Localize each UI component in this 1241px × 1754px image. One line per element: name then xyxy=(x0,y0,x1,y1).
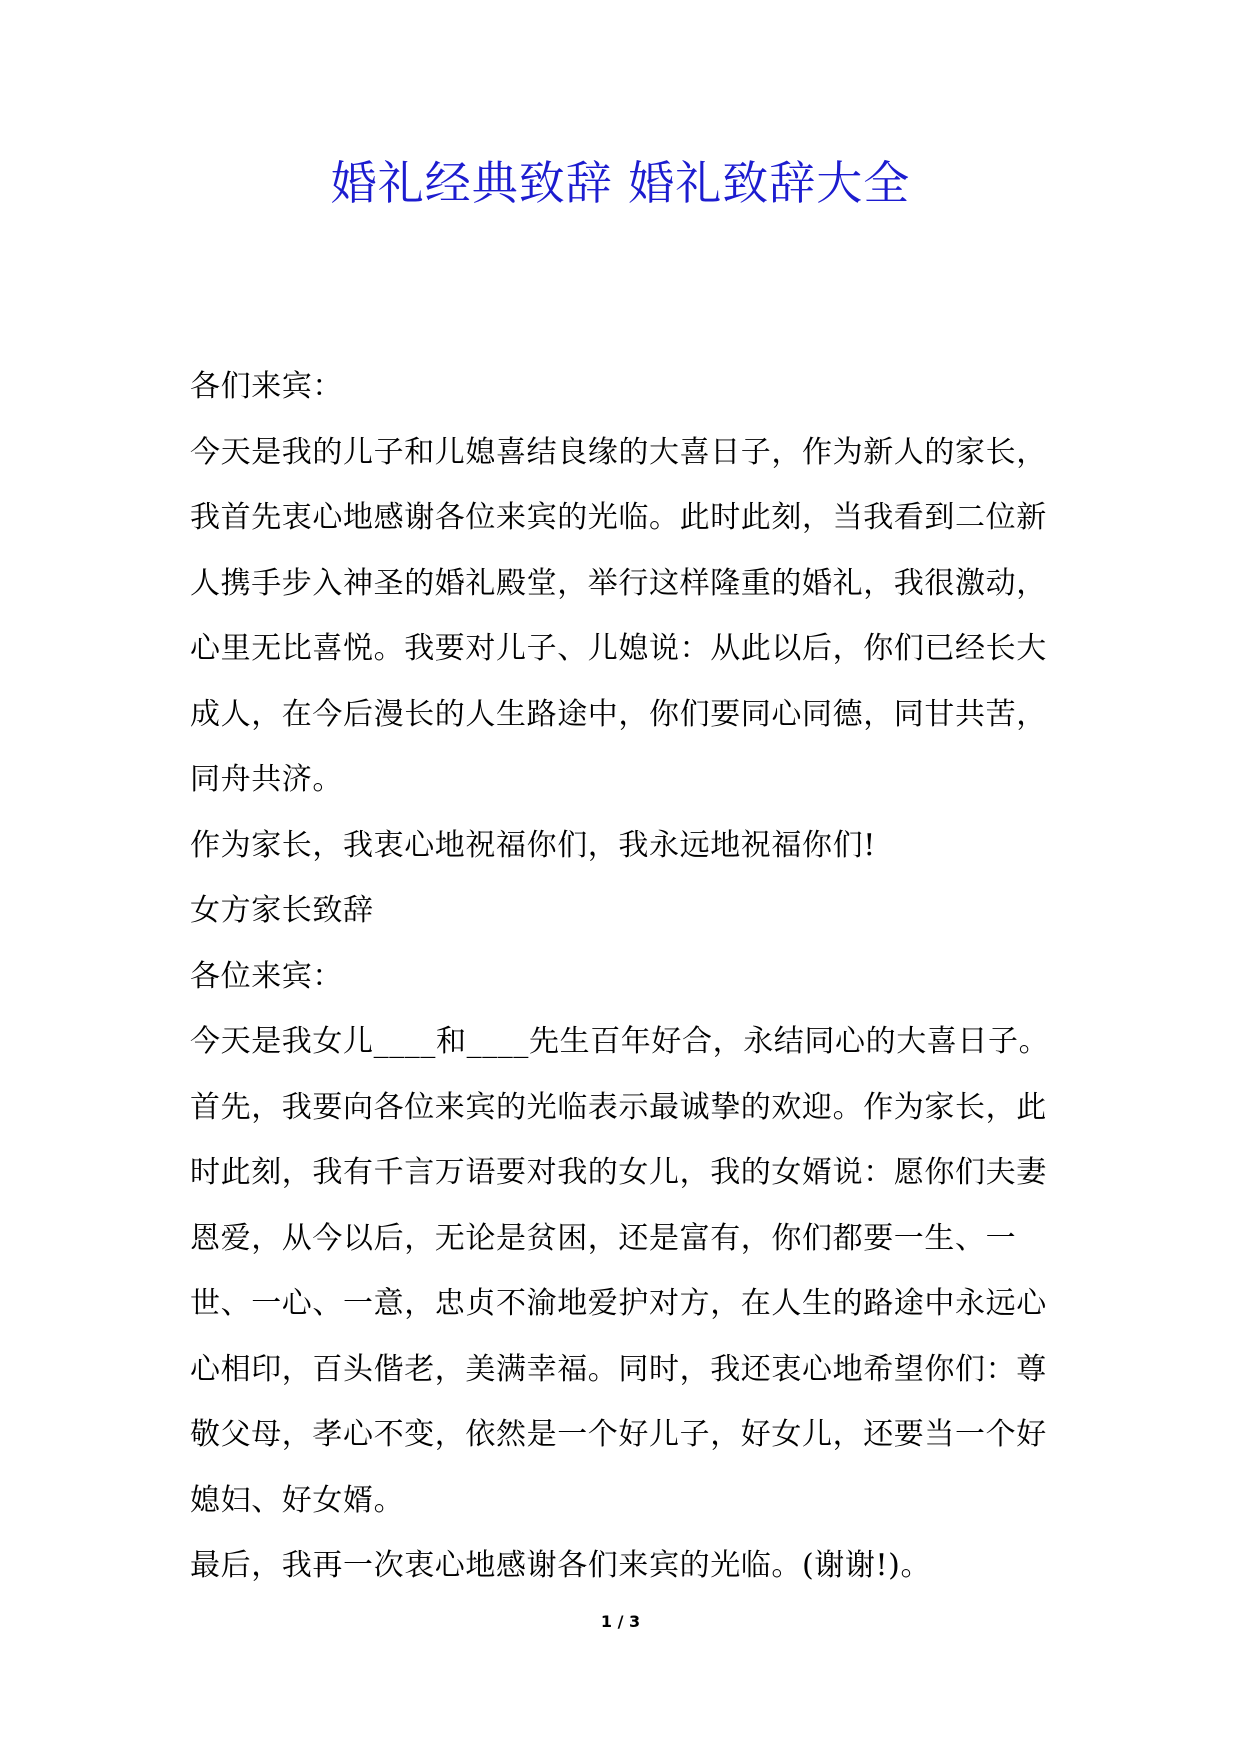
blessing-paragraph: 作为家长，我衷心地祝福你们，我永远地祝福你们! xyxy=(190,827,876,863)
page-number: 1 / 3 xyxy=(600,1612,641,1631)
closing-paragraph: 最后，我再一次衷心地感谢各们来宾的光临。(谢谢!)。 xyxy=(190,1548,932,1583)
document-body xyxy=(190,354,1070,1599)
salutation-paragraph: 各们来宾： xyxy=(190,369,343,404)
page-title: 婚礼经典致辞 婚礼致辞大全 xyxy=(330,156,911,210)
groom-parent-speech-paragraph: 今天是我的儿子和儿媳喜结良缘的大喜日子，作为新人的家长，我首先衷心地感谢各位来宾的光临。此时此刻，当我看到二位新人携手步入神圣的婚礼殿堂，举行这样隆重的婚礼，我很激动，心里无比喜悦。我要对儿子、儿媳说：从此以后，你们已经长大成人，在今后漫长的人生路途中，你们要同心同德，同甘共苦，同舟共济。 xyxy=(190,434,1047,797)
salutation-paragraph-2: 各位来宾： xyxy=(190,958,343,994)
section-heading-bride-parent: 女方家长致辞 xyxy=(190,893,374,928)
bride-parent-speech-paragraph: 今天是我女儿____和____先生百年好合，永结同心的大喜日子。首先，我要向各位来宾的光临表示最诚挚的欢迎。作为家长，此时此刻，我有千言万语要对我的女儿，我的女婿说：愿你们夫妻恩爱，从今以后，无论是贫困，还是富有，你们都要一生、一世、一心、一意，忠贞不渝地爱护对方，在人生的路途中永远心心相印，百头偕老，美满幸福。同时，我还衷心地希望你们：尊敬父母，孝心不变，依然是一个好儿子，好女儿，还要当一个好媳妇、好女婿。 xyxy=(190,1024,1050,1518)
